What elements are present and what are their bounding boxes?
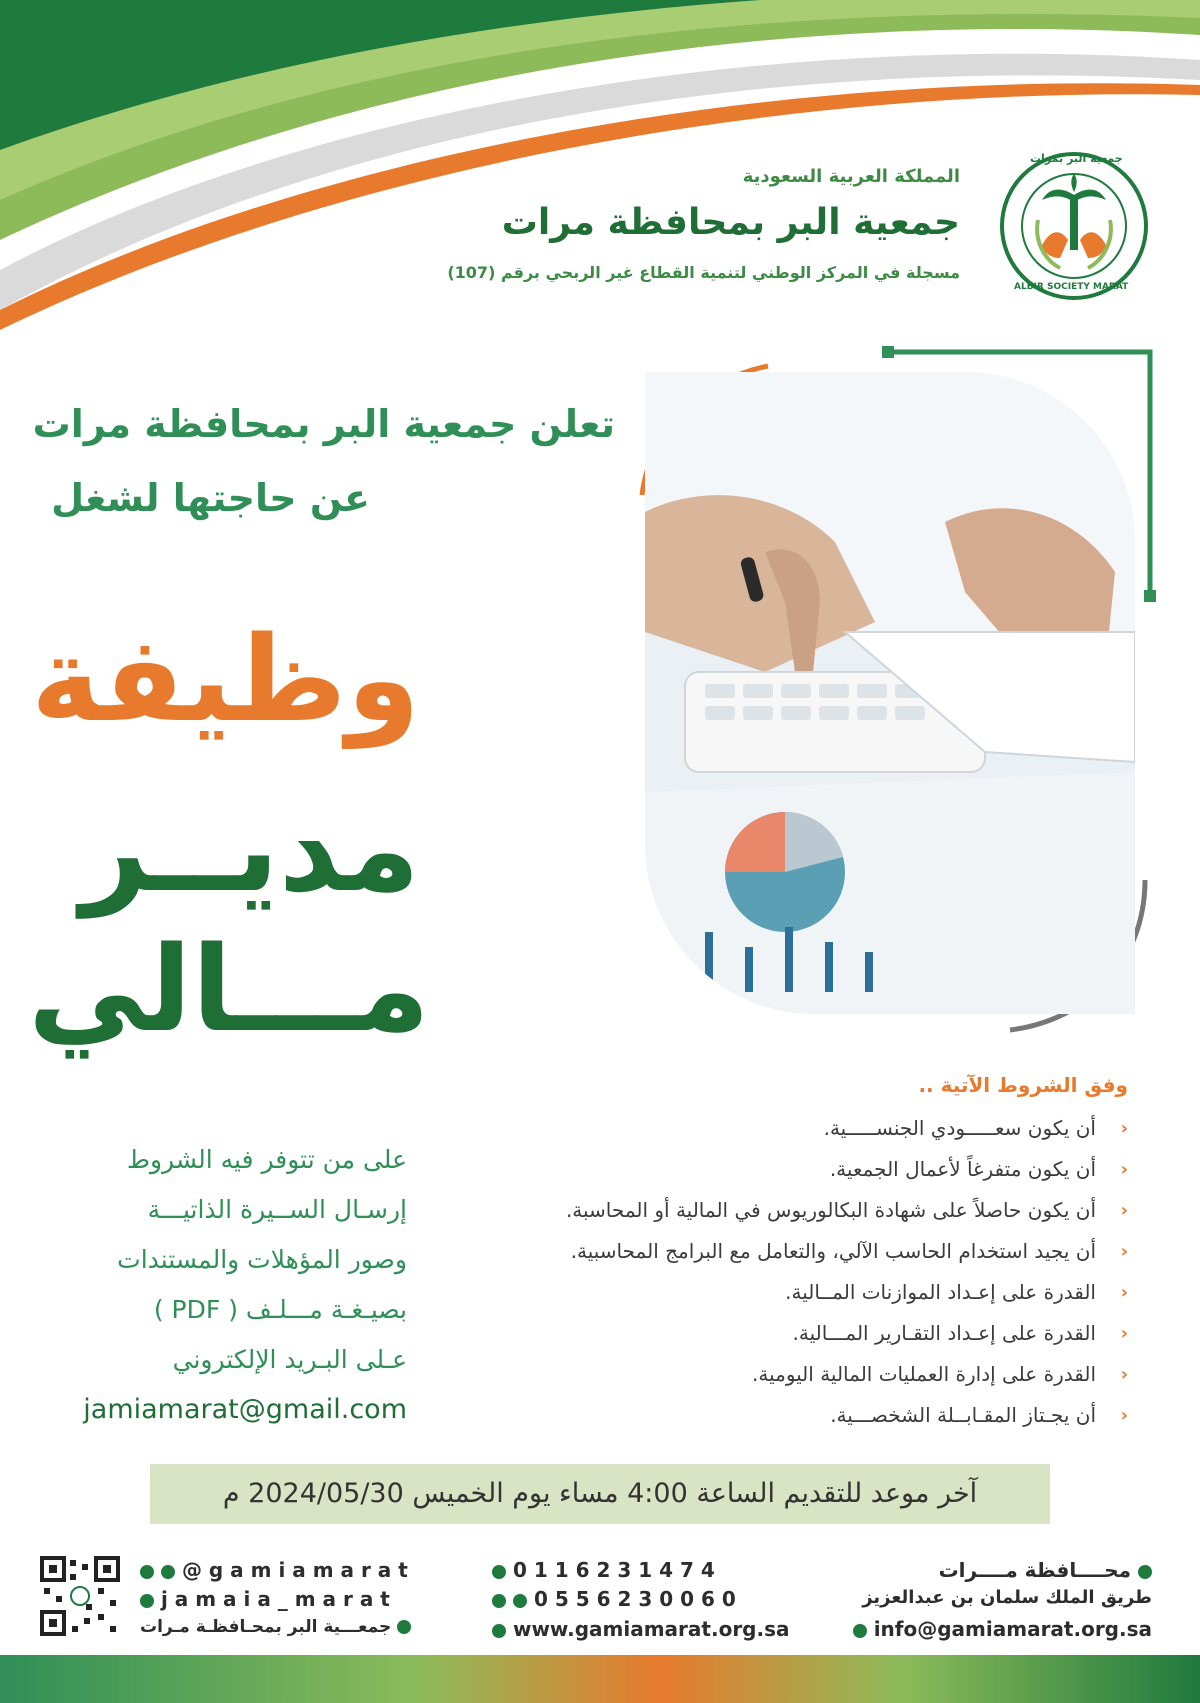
footer-handle-1[interactable]: @ g a m i a m a r a t [140, 1558, 408, 1582]
condition-item: ‹ أن يكون متفرغاً لأعمال الجمعية. [568, 1149, 1128, 1190]
condition-item: ‹ أن يكون حاصلاً على شهادة البكالوريوس في المالية أو المحاسبة. [568, 1190, 1128, 1231]
footer-handle-2[interactable]: j a m a i a _ m a r a t [140, 1587, 390, 1611]
chevron-left-icon: ‹ [1120, 1241, 1128, 1262]
chevron-left-icon: ‹ [1120, 1282, 1128, 1303]
apply-line-1: على من تتوفر فيه الشروط [126, 1145, 407, 1174]
condition-item: ‹ القدرة على إعـداد الموازنات المــالية. [568, 1272, 1128, 1313]
apply-line-2: إرسـال الســيرة الذاتيـــة [147, 1195, 407, 1224]
youtube-icon [397, 1620, 411, 1634]
whatsapp-icon [513, 1594, 527, 1608]
conditions-title: وفق الشروط الآتية .. [918, 1073, 1128, 1097]
accounting-photo [645, 372, 1135, 1014]
apply-line-4: بصيـغـة مـــلـف ( PDF ) [153, 1295, 407, 1324]
footer-phone[interactable]: 0 1 1 6 2 3 1 4 7 4 [492, 1558, 715, 1582]
footer-website[interactable]: www.gamiamarat.org.sa [492, 1617, 790, 1641]
mobile-icon [492, 1594, 506, 1608]
condition-item: ‹ أن يجيد استخدام الحاسب الآلي، والتعامل مع البرامج المحاسبية. [568, 1231, 1128, 1272]
condition-item: ‹ أن يكون سعـــــودي الجنســـــية. [568, 1108, 1128, 1149]
instagram-icon [161, 1565, 175, 1579]
chevron-left-icon: ‹ [1120, 1200, 1128, 1221]
job-title-line-2: مـــالي [27, 920, 430, 1058]
footer-youtube[interactable]: جمعـــية البر بمحـافظـة مـرات [140, 1617, 411, 1637]
deadline-band [150, 1464, 1050, 1524]
header-country: المملكة العربية السعودية [742, 166, 960, 187]
chevron-left-icon: ‹ [1120, 1405, 1128, 1426]
logo-text-ar: جمعية البر بمرات [1030, 152, 1123, 165]
logo-text-en: ALBIR SOCIETY MARAT [1014, 282, 1129, 292]
intro-line-2: عن حاجتها لشغل [51, 476, 370, 520]
chevron-left-icon: ‹ [1120, 1159, 1128, 1180]
chevron-left-icon: ‹ [1120, 1323, 1128, 1344]
condition-item: ‹ أن يجـتاز المقـابــلة الشخصـــية. [568, 1395, 1128, 1436]
location-pin-icon [1138, 1565, 1152, 1579]
intro-line-1: تعلن جمعية البر بمحافظة مرات [32, 402, 615, 446]
footer-address: طريق الملك سلمان بن عبدالعزيز [862, 1587, 1152, 1608]
footer-email[interactable]: info@gamiamarat.org.sa [853, 1617, 1152, 1641]
apply-line-3: وصور المؤهلات والمستندات [117, 1245, 407, 1274]
bottom-gradient-bar [0, 1655, 1200, 1703]
conditions-list [565, 1108, 1128, 1436]
qr-code [40, 1556, 120, 1636]
header-registration: مسجلة في المركز الوطني لتنمية القطاع غير الربحي برقم (107) [447, 263, 960, 282]
job-title-line-1: مديــر [80, 780, 420, 918]
condition-item: ‹ القدرة على إعـداد التقـارير المـــالية. [568, 1313, 1128, 1354]
globe-icon [492, 1624, 506, 1638]
deadline-text: آخر موعد للتقديم الساعة 4:00 مساء يوم الخميس 2024/05/30 م [222, 1478, 978, 1509]
org-logo [998, 150, 1150, 302]
x-icon [140, 1565, 154, 1579]
snapchat-icon [140, 1594, 154, 1608]
apply-line-5: عـلى البـريد الإلكتروني [172, 1345, 407, 1374]
phone-icon [492, 1565, 506, 1579]
job-word: وظيفة [30, 610, 420, 748]
footer-mobile[interactable]: 0 5 5 6 2 3 0 0 6 0 [492, 1587, 736, 1611]
chevron-left-icon: ‹ [1120, 1364, 1128, 1385]
chevron-left-icon: ‹ [1120, 1118, 1128, 1139]
header-org-name: جمعية البر بمحافظة مرات [501, 202, 960, 243]
condition-item: ‹ القدرة على إدارة العمليات المالية اليومية. [568, 1354, 1128, 1395]
footer-city: محــــافظة مــــرات [939, 1558, 1152, 1582]
email-icon [853, 1624, 867, 1638]
apply-email[interactable]: jamiamarat@gmail.com [83, 1394, 407, 1425]
